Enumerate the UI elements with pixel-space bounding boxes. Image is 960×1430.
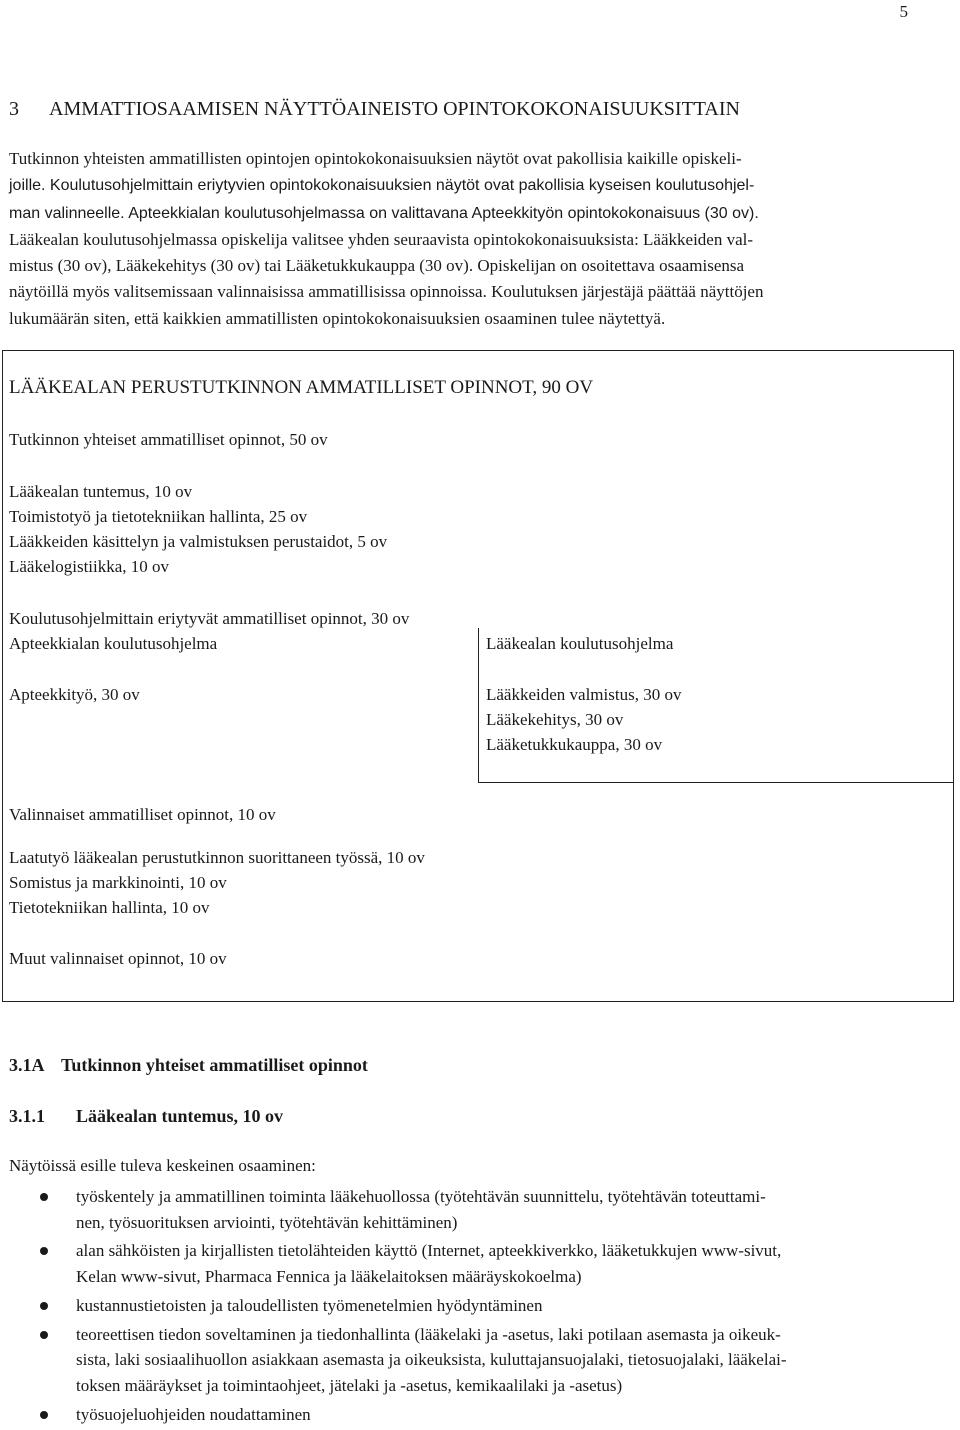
- intro-line: Lääkealan koulutusohjelmassa opiskelija valitsee yhden seuraavista opintokokonaisuuksista: Lääkkeiden val-: [9, 229, 754, 249]
- competence-lead: Näytöissä esille tuleva keskeinen osaaminen:: [9, 1156, 316, 1175]
- list-item-line: Kelan www-sivut, Pharmaca Fennica ja lääkelaitoksen määräyskokoelma): [76, 1267, 582, 1287]
- common-study-item: Lääkealan tuntemus, 10 ov: [9, 482, 193, 501]
- section-number: 3.1.1: [9, 1106, 45, 1126]
- list-item: [0, 1238, 956, 1289]
- pharmacy-program-heading: Apteekkialan koulutusohjelma: [9, 634, 218, 653]
- column-divider: [478, 628, 479, 782]
- elective-item: Somistus ja markkinointi, 10 ov: [9, 873, 227, 892]
- list-item-line: kustannustietoisten ja taloudellisten työmenetelmien hyödyntäminen: [76, 1295, 543, 1315]
- intro-paragraph: [9, 146, 951, 332]
- intro-line: lukumäärän siten, että kaikkien ammatillisten opintokokonaisuuksien osaaminen tulee näytettyä.: [9, 308, 666, 328]
- list-item-line: alan sähköisten ja kirjallisten tietolähteiden käyttö (Internet, apteekkiverkko, lääketukkujen www-sivut,: [76, 1241, 782, 1261]
- pharma-program-item: Lääkekehitys, 30 ov: [486, 710, 624, 729]
- elective-item: Tietotekniikan hallinta, 10 ov: [9, 898, 210, 917]
- column-divider: [478, 782, 954, 783]
- common-study-item: Lääkelogistiikka, 10 ov: [9, 557, 170, 576]
- intro-line: Tutkinnon yhteisten ammatillisten opintojen opintokokonaisuuksien näytöt ovat pakollisia kaikille opiskeli-: [9, 149, 742, 168]
- list-item-line: toksen määräykset ja toimintaohjeet, jätelaki ja -asetus, kemikaalilaki ja -asetus): [76, 1375, 623, 1395]
- page-number: 5: [899, 2, 908, 21]
- common-study-item: Lääkkeiden käsittelyn ja valmistuksen perustaidot, 5 ov: [9, 532, 388, 551]
- list-item-line: työskentely ja ammatillinen toiminta lääkehuollossa (työtehtävän suunnittelu, työtehtävän toteuttami-: [76, 1187, 766, 1206]
- curriculum-title: LÄÄKEALAN PERUSTUTKINNON AMMATILLISET OPINNOT, 90 OV: [9, 377, 594, 398]
- list-item-line: sista, laki sosiaalihuollon asiakkaan asemasta ja oikeuksista, kuluttajansuojalaki, tietosuojalaki, lääkelai-: [76, 1350, 787, 1370]
- section-number: 3.1A: [9, 1055, 45, 1075]
- common-studies-heading: Tutkinnon yhteiset ammatilliset opinnot, 50 ov: [9, 430, 328, 449]
- elective-item: Laatutyö lääkealan perustutkinnon suorittaneen työssä, 10 ov: [9, 848, 425, 867]
- list-item: [0, 1293, 956, 1319]
- competence-list: [0, 1184, 956, 1430]
- pharma-program-item: Lääkkeiden valmistus, 30 ov: [486, 685, 682, 704]
- other-electives: Muut valinnaiset opinnot, 10 ov: [9, 949, 227, 968]
- pharma-program-item: Lääketukkukauppa, 30 ov: [486, 735, 663, 754]
- list-item-line: nen, työsuorituksen arviointi, työtehtävän kehittäminen): [76, 1212, 458, 1232]
- intro-line: näytöillä myös valitsemissaan valinnaisissa ammatillisissa opinnoissa. Koulutuksen järjestäjä päättää näyttöjen: [9, 282, 764, 302]
- intro-line: mistus (30 ov), Lääkekehitys (30 ov) tai Lääketukkukauppa (30 ov). Opiskelijan on osoitettava osaamisensa: [9, 256, 745, 276]
- pharmacy-program-item: Apteekkityö, 30 ov: [9, 685, 140, 704]
- section-heading-3-1a: [9, 1055, 368, 1076]
- intro-line: joille. Koulutusohjelmittain eriytyvien opintokokonaisuuksien näytöt ovat pakollisia kyseisen koulutusohjel-: [9, 177, 755, 195]
- list-item: [0, 1184, 956, 1235]
- chapter-title: AMMATTIOSAAMISEN NÄYTTÖAINEISTO OPINTOKOKONAISUUKSITTAIN: [49, 98, 740, 120]
- elective-heading: Valinnaiset ammatilliset opinnot, 10 ov: [9, 805, 276, 824]
- chapter-number: 3: [9, 98, 19, 120]
- list-item-line: työsuojeluohjeiden noudattaminen: [76, 1404, 311, 1424]
- section-title: Tutkinnon yhteiset ammatilliset opinnot: [61, 1055, 368, 1075]
- section-heading-3-1-1: [9, 1106, 283, 1127]
- list-item: [0, 1322, 956, 1399]
- program-specific-heading: Koulutusohjelmittain eriytyvät ammatilliset opinnot, 30 ov: [9, 609, 410, 628]
- chapter-heading: [9, 98, 740, 121]
- list-item-line: teoreettisen tiedon soveltaminen ja tiedonhallinta (lääkelaki ja -asetus, laki potilaan asemasta ja oikeuk-: [76, 1324, 781, 1344]
- list-item: [0, 1402, 956, 1428]
- intro-line: man valinneelle. Apteekkialan koulutusohjelmassa on valittavana Apteekkityön opintokokonaisuus (30 ov).: [9, 204, 759, 222]
- section-title: Lääkealan tuntemus, 10 ov: [76, 1106, 284, 1126]
- pharma-program-heading: Lääkealan koulutusohjelma: [486, 634, 674, 653]
- common-study-item: Toimistotyö ja tietotekniikan hallinta, 25 ov: [9, 507, 308, 526]
